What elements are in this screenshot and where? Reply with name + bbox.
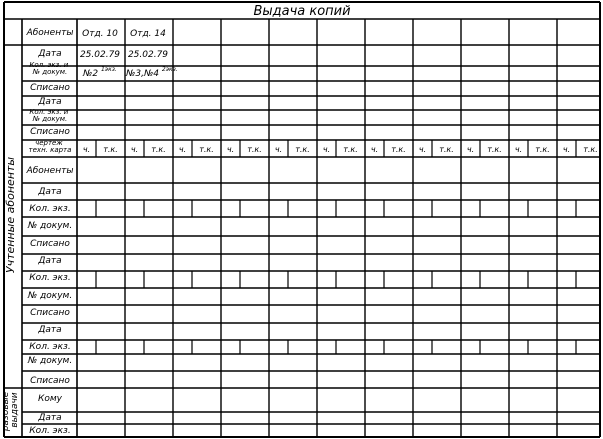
subcolumn-tech-card-label: т.к. (295, 145, 310, 154)
label-written-off-4: Списано (30, 308, 70, 318)
subcolumn-tech-card-label: т.к. (247, 145, 262, 154)
entry-1-copies: 1экз. (100, 66, 117, 73)
entry-1-doc-number: №2 (83, 69, 99, 79)
subcolumn-drawing-label: ч. (82, 145, 91, 154)
label-subscribers: Абоненты (26, 28, 74, 38)
side-label-one-time-issues-line2: выдачи (10, 392, 20, 428)
label-date-2: Дата (38, 97, 62, 107)
subcolumn-drawing-label: ч. (322, 145, 331, 154)
entry-1-date: 25.02.79 (79, 50, 121, 60)
label-copies-and-doc-no-line2: № докум. (32, 68, 68, 76)
label-date-3: Дата (38, 187, 62, 197)
entry-2-date: 25.02.79 (127, 50, 169, 60)
label-copies-4: Кол. экз. (29, 426, 71, 436)
subcolumn-drawing-label: ч. (466, 145, 475, 154)
subcolumn-tech-card-label: т.к. (343, 145, 358, 154)
entry-2-doc (125, 66, 178, 79)
label-copies-and-doc-no-line1: Кол. экз. и (29, 61, 69, 69)
grid-lines (4, 2, 600, 437)
side-label-one-time-issues-line1: разовые (1, 391, 11, 432)
subcolumn-headers (83, 145, 598, 154)
subcolumn-drawing-label: ч. (274, 145, 283, 154)
label-copies-and-doc-no-2-line1: Кол. экз. и (29, 108, 69, 116)
label-copies-and-doc-no (29, 61, 70, 76)
form-title: Выдача копий (253, 4, 351, 19)
subcolumn-drawing-label: ч. (178, 145, 187, 154)
subcolumn-drawing-label: ч. (226, 145, 235, 154)
entry-2-doc-number: №3,№4 (126, 69, 160, 79)
subcolumn-tech-card-label: т.к. (583, 145, 598, 154)
label-subscribers-2: Абоненты (26, 166, 74, 176)
label-date-5: Дата (38, 325, 62, 335)
label-drawing-tech-card (29, 139, 72, 154)
subcolumn-drawing-label: ч. (130, 145, 139, 154)
label-copies-2: Кол. экз. (29, 273, 71, 283)
subcolumn-drawing-label: ч. (418, 145, 427, 154)
subcolumn-drawing-label: ч. (514, 145, 523, 154)
subcolumn-tech-card-label: т.к. (199, 145, 214, 154)
subcolumn-tech-card-label: т.к. (103, 145, 118, 154)
label-doc-no-2: № докум. (27, 291, 73, 301)
subcolumn-drawing-label: ч. (370, 145, 379, 154)
label-written-off-5: Списано (30, 376, 70, 386)
label-copies-3: Кол. экз. (29, 342, 71, 352)
subcolumn-tech-card-label: т.к. (487, 145, 502, 154)
label-date-4: Дата (38, 256, 62, 266)
label-drawing-tech-card-line1: чертеж (35, 139, 63, 147)
label-date-6: Дата (38, 413, 62, 423)
entry-2-subscriber: Отд. 14 (130, 29, 166, 39)
subcolumn-tech-card-label: т.к. (535, 145, 550, 154)
side-label-registered-subscribers: Учтенные абоненты (4, 156, 17, 274)
subcolumn-tech-card-label: т.к. (151, 145, 166, 154)
subcolumn-drawing-label: ч. (562, 145, 571, 154)
label-doc-no-1: № докум. (27, 221, 73, 231)
label-doc-no-3: № докум. (27, 356, 73, 366)
label-written-off: Списано (30, 83, 70, 93)
label-copies-and-doc-no-2-line2: № докум. (32, 115, 68, 123)
entry-1-subscriber: Отд. 10 (82, 29, 118, 39)
subcolumn-tech-card-label: т.к. (391, 145, 406, 154)
label-drawing-tech-card-line2: техн. карта (28, 146, 72, 154)
entry-1-doc (82, 66, 117, 79)
label-written-off-2: Списано (30, 127, 70, 137)
label-date: Дата (38, 49, 62, 59)
label-copies-1: Кол. экз. (29, 204, 71, 214)
subcolumn-tech-card-label: т.к. (439, 145, 454, 154)
entry-2-copies: 2экз. (161, 66, 178, 73)
label-written-off-3: Списано (30, 239, 70, 249)
label-to-whom: Кому (37, 394, 63, 404)
